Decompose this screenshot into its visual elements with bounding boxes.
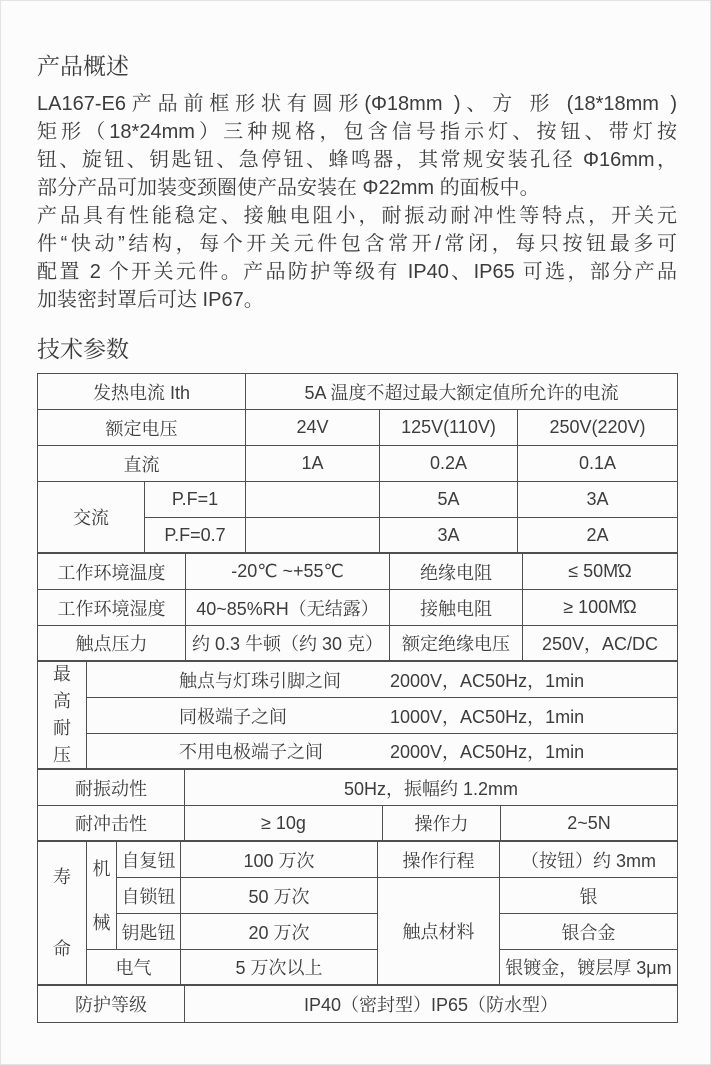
contact-material-gold: 银镀金，镀层厚 3μm bbox=[500, 950, 677, 986]
electrical-label: 电气 bbox=[87, 950, 181, 986]
section-shock bbox=[38, 806, 677, 842]
overview-line: 配置 2 个开关元件。产品防护等级有 IP40、IP65 可选，部分产品 bbox=[37, 261, 677, 283]
contact-material-silver: 银 bbox=[500, 878, 677, 914]
env-temp-value: -20℃ ~+55℃ bbox=[186, 554, 390, 590]
ac-pf07-125v: 3A bbox=[380, 518, 518, 554]
momentary-button-label: 自复钮 bbox=[117, 842, 181, 878]
ac-pf07-24v bbox=[246, 518, 380, 554]
momentary-button-cycles: 100 万次 bbox=[181, 842, 378, 878]
protection-label: 防护等级 bbox=[38, 986, 185, 1022]
ac-pf1-label: P.F=1 bbox=[145, 482, 246, 518]
ac-label: 交流 bbox=[38, 482, 145, 554]
withstand-row-value: 2000V，AC50Hz，1min bbox=[388, 734, 677, 770]
ac-pf1-24v bbox=[246, 482, 380, 518]
ac-pf07-label: P.F=0.7 bbox=[145, 518, 246, 554]
withstand-row-name: 触点与灯珠引脚之间 bbox=[87, 662, 388, 698]
rated-insulation-voltage-value: 250V，AC/DC bbox=[523, 626, 677, 662]
operating-force-label: 操作力 bbox=[383, 806, 501, 842]
rated-voltage-250v: 250V(220V) bbox=[518, 410, 677, 446]
overview-line: 件“快动”结构，每个开关元件包含常开/常闭，每只按钮最多可 bbox=[37, 233, 677, 255]
overview-line: 钮、旋钮、钥匙钮、急停钮、蜂鸣器，其常规安装孔径 Φ16mm， bbox=[37, 149, 677, 171]
section-environment bbox=[38, 554, 677, 662]
mechanical-label: 机械 bbox=[87, 842, 117, 950]
specs-table bbox=[37, 373, 678, 1023]
overview-paragraph-1 bbox=[37, 90, 677, 202]
overview-line: 部分产品可加装变颈圈使产品安装在 Φ22mm 的面板中。 bbox=[37, 177, 540, 199]
page-content bbox=[1, 1, 710, 1023]
withstand-voltage-label: 最高耐压 bbox=[38, 662, 87, 770]
overview-line: LA167-E6产品前框形状有圆形(Φ18mm )、方 形 (18*18mm ) bbox=[37, 93, 677, 115]
insulation-resistance-label: 绝缘电阻 bbox=[390, 554, 523, 590]
env-temp-label: 工作环境温度 bbox=[38, 554, 186, 590]
shock-value: ≥ 10g bbox=[185, 806, 383, 842]
rated-voltage-label: 额定电压 bbox=[38, 410, 246, 446]
withstand-row-name: 不用电极端子之间 bbox=[87, 734, 388, 770]
section-lifetime bbox=[38, 842, 677, 986]
latching-button-label: 自锁钮 bbox=[117, 878, 181, 914]
ac-pf1-250v: 3A bbox=[518, 482, 677, 518]
vibration-value: 50Hz，振幅约 1.2mm bbox=[185, 770, 677, 806]
key-button-cycles: 20 万次 bbox=[181, 914, 378, 950]
overview-line: 矩形（18*24mm）三种规格，包含信号指示灯、按钮、带灯按 bbox=[37, 121, 677, 143]
operating-force-value: 2~5N bbox=[501, 806, 677, 842]
heating-current-value: 5A 温度不超过最大额定值所允许的电流 bbox=[246, 374, 677, 410]
stroke-label: 操作行程 bbox=[378, 842, 500, 878]
section-current-voltage bbox=[38, 374, 677, 554]
latching-button-cycles: 50 万次 bbox=[181, 878, 378, 914]
rated-voltage-125v: 125V(110V) bbox=[380, 410, 518, 446]
env-humidity-value: 40~85%RH（无结露） bbox=[186, 590, 390, 626]
ac-pf07-250v: 2A bbox=[518, 518, 677, 554]
withstand-row-value: 1000V，AC50Hz，1min bbox=[388, 698, 677, 734]
dc-125v: 0.2A bbox=[380, 446, 518, 482]
dc-label: 直流 bbox=[38, 446, 246, 482]
key-button-label: 钥匙钮 bbox=[117, 914, 181, 950]
contact-material-alloy: 银合金 bbox=[500, 914, 677, 950]
overview-paragraph-2 bbox=[37, 202, 677, 314]
vibration-label: 耐振动性 bbox=[38, 770, 185, 806]
contact-material-label: 触点材料 bbox=[378, 878, 500, 986]
contact-pressure-value: 约 0.3 牛顿（约 30 克） bbox=[186, 626, 390, 662]
overview-line: 加装密封罩后可达 IP67。 bbox=[37, 289, 264, 311]
electrical-cycles: 5 万次以上 bbox=[181, 950, 378, 986]
overview-line: 产品具有性能稳定、接触电阻小，耐振动耐冲性等特点，开关元 bbox=[37, 205, 677, 227]
dc-24v: 1A bbox=[246, 446, 380, 482]
protection-value: IP40（密封型）IP65（防水型） bbox=[303, 995, 559, 1015]
section-vibration bbox=[38, 770, 677, 806]
withstand-row-value: 2000V，AC50Hz，1min bbox=[388, 662, 677, 698]
specs-heading: 技术参数 bbox=[37, 336, 129, 362]
section-protection bbox=[38, 986, 677, 1022]
withstand-row-name: 同极端子之间 bbox=[87, 698, 388, 734]
lifetime-label: 寿命 bbox=[38, 842, 87, 986]
stroke-value: （按钮）约 3mm bbox=[500, 842, 677, 878]
insulation-resistance-value: ≤ 50MΏ bbox=[523, 554, 677, 590]
rated-insulation-voltage-label: 额定绝缘电压 bbox=[390, 626, 523, 662]
heating-current-label: 发热电流 Ith bbox=[38, 374, 246, 410]
section-withstand-voltage bbox=[38, 662, 677, 770]
env-humidity-label: 工作环境湿度 bbox=[38, 590, 186, 626]
contact-resistance-value: ≥ 100MΏ bbox=[523, 590, 677, 626]
dc-250v: 0.1A bbox=[518, 446, 677, 482]
ac-pf1-125v: 5A bbox=[380, 482, 518, 518]
rated-voltage-24v: 24V bbox=[246, 410, 380, 446]
overview-heading: 产品概述 bbox=[37, 53, 129, 79]
contact-pressure-label: 触点压力 bbox=[38, 626, 186, 662]
shock-label: 耐冲击性 bbox=[38, 806, 185, 842]
contact-resistance-label: 接触电阻 bbox=[390, 590, 523, 626]
